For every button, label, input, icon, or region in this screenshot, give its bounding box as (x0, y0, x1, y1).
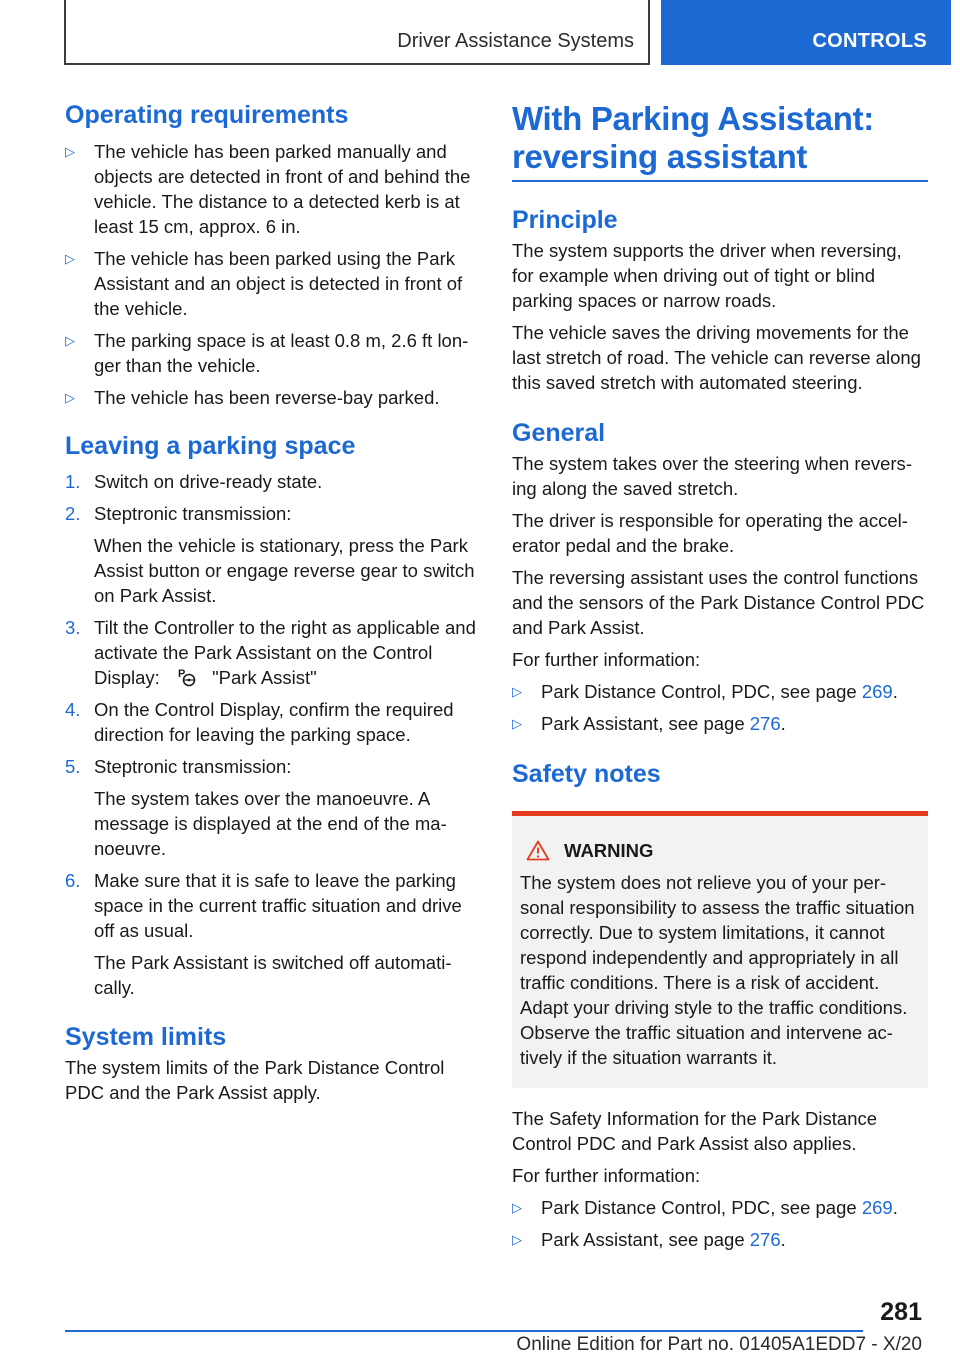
header-tab (661, 0, 951, 65)
further-info-label: For further information: (512, 648, 701, 670)
left-column (65, 100, 480, 1105)
triangle-bullet-icon: ▷ (65, 144, 75, 159)
list-item (65, 139, 480, 239)
step-text: Steptronic transmission: (94, 756, 292, 777)
warning-text-1: The system does not relieve you of your personal responsibility to assess the traffic situation correctly. Due to system limitations, it cannot respond independently and appropriately in all traffic conditions. There is a risk of accident. (520, 871, 915, 993)
header-tab-label: CONTROLS (812, 30, 927, 52)
triangle-bullet-icon: ▷ (65, 251, 75, 266)
link-label: Park Assistant, see page (541, 1228, 745, 1250)
footer-edition: Online Edition for Part no. 01405A1EDD7 - X/20 (516, 1334, 922, 1355)
warning-text-2: Adapt your driving style to the traffic conditions. Observe the traffic situation and intervene actively if the situation warrants it. (520, 996, 908, 1068)
step-quote: "Park Assist" (212, 667, 317, 688)
step-number: 6. (65, 870, 81, 891)
list-item-text: The vehicle has been parked manually and objects are detected in front of and behind the vehicle. The distance to a detected kerb is at least 15 cm, approx. 6 in. (94, 141, 471, 237)
general-text-1: The system takes over the steering when reversing along the saved stretch. (512, 452, 912, 499)
title-divider (512, 180, 928, 182)
step-item (65, 501, 480, 526)
step-item (65, 469, 480, 494)
warning-triangle-icon (526, 840, 550, 861)
link-label: Park Distance Control, PDC, see page (541, 680, 857, 702)
safety-notes-heading: Safety notes (512, 759, 661, 788)
triangle-bullet-icon: ▷ (512, 715, 522, 731)
warning-box (512, 811, 928, 1088)
right-column (512, 100, 928, 1252)
step-number: 4. (65, 699, 81, 720)
page-link-276[interactable]: 276 (749, 712, 781, 734)
operating-requirements-heading: Operating requirements (65, 101, 349, 129)
step-item (65, 868, 480, 943)
footer-divider (65, 1330, 863, 1332)
step-text: Steptronic transmission: (94, 503, 292, 524)
step-number: 1. (65, 471, 81, 492)
list-item (65, 385, 480, 410)
page-link-276[interactable]: 276 (749, 1228, 781, 1250)
header-section-title: Driver Assistance Systems (397, 30, 634, 52)
list-item (65, 328, 480, 378)
list-item-text: Park Assistant, see page 276. (541, 1228, 786, 1250)
principle-text-2: The vehicle saves the driving movements for the last stretch of road. The vehicle can reverse along this saved stretch with automated steering. (512, 321, 921, 393)
list-item-text: The vehicle has been reverse-bay parked. (94, 387, 440, 408)
principle-heading: Principle (512, 205, 618, 234)
triangle-bullet-icon: ▷ (512, 683, 522, 699)
link-label: Park Distance Control, PDC, see page (541, 1196, 857, 1218)
triangle-bullet-icon: ▷ (512, 1199, 522, 1215)
list-item-text: Park Distance Control, PDC, see page 269. (541, 680, 898, 702)
safety-info-text: The Safety Information for the Park Distance Control PDC and Park Assist also applies. (512, 1107, 878, 1154)
list-item-text: The parking space is at least 0.8 m, 2.6 ft longer than the vehicle. (94, 330, 469, 376)
link-label: Park Assistant, see page (541, 712, 745, 734)
list-item (65, 246, 480, 321)
step-item (65, 615, 480, 690)
park-assist-icon (169, 666, 203, 688)
general-text-3: The reversing assistant uses the control functions and the sensors of the Park Distance Control PDC and Park Assist. (512, 566, 925, 638)
system-limits-text: The system limits of the Park Distance Control PDC and the Park Assist apply. (65, 1057, 445, 1103)
step-number: 2. (65, 503, 81, 524)
section-title (512, 100, 928, 176)
triangle-bullet-icon: ▷ (512, 1231, 522, 1247)
section-title-line1: With Parking Assistant: (512, 100, 874, 137)
general-heading: General (512, 418, 606, 447)
page-link-269[interactable]: 269 (861, 680, 893, 702)
svg-text:P: P (177, 668, 186, 680)
step-number: 3. (65, 617, 81, 638)
step-text-wrap (94, 615, 480, 690)
leaving-parking-space-heading: Leaving a parking space (65, 432, 356, 460)
list-item (512, 1227, 928, 1252)
list-item-text: Park Distance Control, PDC, see page 269. (541, 1196, 898, 1218)
general-text-2: The driver is responsible for operating the accelerator pedal and the brake. (512, 509, 908, 556)
step-text: On the Control Display, confirm the required direction for leaving the parking space. (94, 699, 454, 745)
principle-text-1: The system supports the driver when reversing, for example when driving out of tight or blind parking spaces or narrow roads. (512, 239, 902, 311)
section-title-line2: reversing assistant (512, 138, 808, 175)
triangle-bullet-icon: ▷ (65, 333, 75, 348)
step-extra: When the vehicle is stationary, press the Park Assist button or engage reverse gear to switch on Park Assist. (94, 535, 475, 606)
step-text: Tilt the Controller to the right as applicable and activate the Park Assistant on the Control Display: (94, 617, 476, 688)
step-text: Switch on drive-ready state. (94, 471, 323, 492)
header-section-box (64, 0, 650, 65)
page-number: 281 (880, 1298, 922, 1326)
warning-label: WARNING (564, 839, 654, 861)
step-text: Make sure that it is safe to leave the parking space in the current traffic situation and drive off as usual. (94, 870, 462, 941)
list-item-text: Park Assistant, see page 276. (541, 712, 786, 734)
list-item (512, 1195, 928, 1220)
system-limits-heading: System limits (65, 1023, 227, 1051)
list-item (512, 679, 928, 704)
warning-header (520, 838, 920, 864)
list-item-text: The vehicle has been parked using the Park Assistant and an object is detected in front of the vehicle. (94, 248, 463, 319)
step-item (65, 697, 480, 747)
triangle-bullet-icon: ▷ (65, 390, 75, 405)
list-item (512, 711, 928, 736)
further-info-label: For further information: (512, 1164, 701, 1186)
step-item (65, 754, 480, 779)
page-link-269[interactable]: 269 (861, 1196, 893, 1218)
step-extra: The system takes over the manoeuvre. A message is displayed at the end of the manoeuvre. (94, 788, 447, 859)
step-number: 5. (65, 756, 81, 777)
step-extra: The Park Assistant is switched off automatically. (94, 952, 452, 998)
